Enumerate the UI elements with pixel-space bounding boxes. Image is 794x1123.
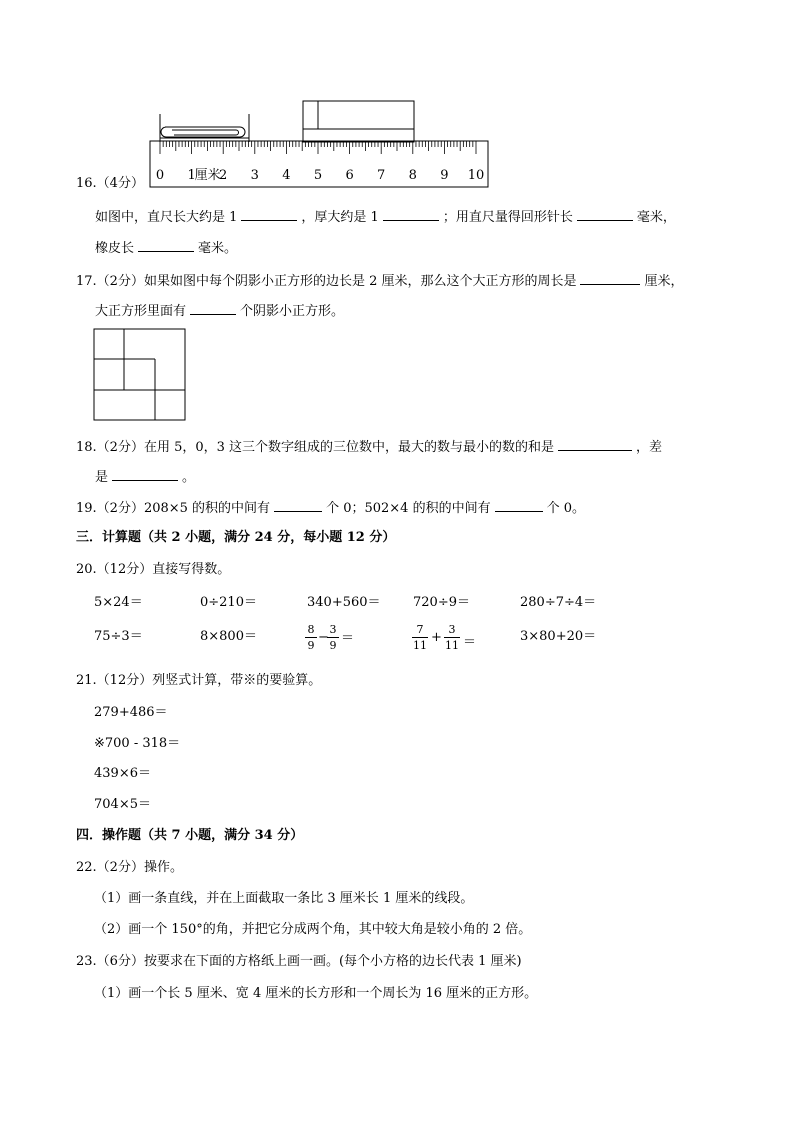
q18-blank-2[interactable] [112, 468, 178, 481]
q17-blank-1[interactable] [580, 272, 640, 285]
q16-text-1: 如图中，直尺长大约是 1 [95, 210, 238, 225]
q23-item-1: （1）画一个长 5 厘米、宽 4 厘米的长方形和一个周长为 16 厘米的正方形。 [94, 986, 538, 1001]
q18-text-2: ，差 [636, 440, 663, 455]
q20-r1-c2: 0÷210＝ [200, 595, 257, 610]
q17-blank-2[interactable] [190, 302, 236, 315]
ruler-number: 0 [155, 168, 165, 183]
q17-text-2: 厘米， [644, 274, 684, 289]
ruler-number: 7 [377, 168, 386, 183]
ruler-number: 9 [440, 168, 449, 183]
q16-blank-1[interactable] [241, 208, 297, 221]
ruler-unit: 厘米 [194, 168, 221, 183]
q21-item-4: 704×5＝ [94, 797, 151, 812]
q18-blank-1[interactable] [558, 438, 632, 451]
q18-line2 [95, 468, 195, 484]
q20-r2-c1: 75÷3＝ [94, 629, 143, 644]
ruler-number: 1 [187, 168, 196, 183]
frac2-a [412, 624, 428, 651]
frac1-b-num: 3 [329, 623, 337, 636]
frac1-b [327, 624, 339, 651]
q18-text-1: 18.（2分）在用 5，0，3 这三个数字组成的三位数中，最大的数与最小的数的和是 [76, 440, 555, 455]
ruler-number: 4 [282, 168, 291, 183]
q19-line [76, 499, 585, 515]
frac2-b-den: 11 [445, 639, 459, 652]
q19-text-1: 19.（2分）208×5 的积的中间有 [76, 501, 271, 516]
ruler-number: 10 [467, 168, 485, 183]
frac1-a-den: 9 [307, 639, 315, 652]
q17-text-1: 17.（2分）如果如图中每个阴影小正方形的边长是 2 厘米，那么这个大正方形的周长是 [76, 274, 577, 289]
q21-item-2: ※700 - 318＝ [94, 736, 181, 751]
q17-line1 [76, 272, 684, 288]
q16-line1 [95, 208, 676, 224]
q17-line2 [95, 302, 344, 318]
frac1-op: − [318, 630, 329, 645]
q20-r1-c4: 720÷9＝ [413, 595, 470, 610]
q17-text-4: 个阴影小正方形。 [240, 304, 345, 319]
frac2-a-num: 7 [416, 623, 424, 636]
q21-label: 21.（12分）列竖式计算，带※的要验算。 [76, 673, 322, 688]
big-square-figure [93, 328, 187, 422]
q20-r2-c5: 3×80+20＝ [520, 629, 597, 644]
frac1-a-num: 8 [307, 623, 315, 636]
q20-r2-c2: 8×800＝ [200, 629, 257, 644]
ruler-ticks [160, 141, 476, 154]
ruler-figure [0, 0, 794, 200]
q16-blank-4[interactable] [138, 239, 194, 252]
q16-text-3: ；用直尺量得回形针长 [442, 210, 573, 225]
ruler-number: 8 [408, 168, 417, 183]
q22-label: 22.（2分）操作。 [76, 860, 183, 875]
q18-text-4: 。 [182, 470, 196, 485]
q16-text-5: 橡皮长 [95, 241, 135, 256]
q17-text-3: 大正方形里面有 [95, 304, 187, 319]
q22-item-2: （2）画一个 150°的角，并把它分成两个角，其中较大角是较小角的 2 倍。 [94, 922, 532, 937]
ruler-numbers [156, 167, 484, 183]
frac2-eq: ＝ [463, 635, 477, 650]
frac2-a-den: 11 [413, 639, 427, 652]
q16-blank-2[interactable] [383, 208, 439, 221]
q16-blank-3[interactable] [577, 208, 633, 221]
q20-r1-c5: 280÷7÷4＝ [520, 595, 597, 610]
eraser-drawing [303, 101, 414, 142]
q16-text-4: 毫米， [636, 210, 676, 225]
frac2-op: + [431, 630, 442, 645]
q16-text-6: 毫米。 [198, 241, 238, 256]
frac1-eq: ＝ [341, 631, 355, 646]
frac1-a [305, 624, 317, 651]
q23-label: 23.（6分）按要求在下面的方格纸上画一画。(每个小方格的边长代表 1 厘米) [76, 954, 522, 969]
q18-line1 [76, 438, 662, 454]
frac1-b-den: 9 [329, 639, 337, 652]
section-3-heading: 三．计算题（共 2 小题，满分 24 分，每小题 12 分） [76, 530, 396, 545]
q19-blank-1[interactable] [274, 499, 322, 512]
q19-text-3: 个 0。 [546, 501, 585, 516]
ruler-number: 3 [250, 168, 259, 183]
q20-label: 20.（12分）直接写得数。 [76, 562, 231, 577]
q18-text-3: 是 [95, 470, 109, 485]
q16-text-2: ，厚大约是 1 [301, 210, 379, 225]
q20-r1-c1: 5×24＝ [94, 595, 143, 610]
q19-blank-2[interactable] [495, 499, 543, 512]
frac2-b-num: 3 [448, 623, 456, 636]
q19-text-2: 个 0；502×4 的积的中间有 [326, 501, 491, 516]
section-4-heading: 四．操作题（共 7 小题，满分 34 分） [76, 828, 304, 843]
q16-line2 [95, 239, 237, 255]
q20-r1-c3: 340+560＝ [307, 595, 381, 610]
frac2-b [444, 624, 460, 651]
ruler-number: 6 [345, 168, 354, 183]
q21-item-3: 439×6＝ [94, 766, 151, 781]
q16-label: 16.（4分） [76, 176, 144, 191]
ruler-number: 2 [219, 168, 228, 183]
paperclip-drawing [160, 114, 249, 142]
q21-item-1: 279+486＝ [94, 705, 168, 720]
q22-item-1: （1）画一条直线，并在上面截取一条比 3 厘米长 1 厘米的线段。 [94, 891, 474, 906]
ruler-number: 5 [313, 168, 323, 183]
